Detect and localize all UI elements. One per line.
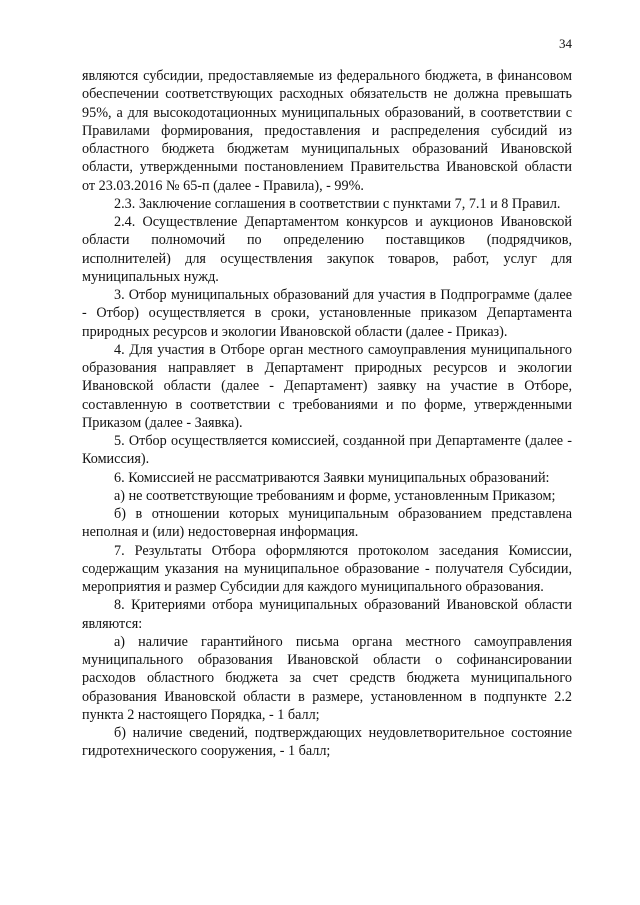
paragraph-6: 6. Комиссией не рассматриваются Заявки муниципальных образований: xyxy=(114,469,550,486)
paragraph-6-a: а) не соответствующие требованиям и форме, установленным Приказом; xyxy=(114,487,556,504)
paragraph-4: 4. Для участия в Отборе орган местного самоуправления муниципального образования направляет в Департамент природных ресурсов и экологии Ивановской области (далее - Департамент) заявку на участие в Отборе, составленную в соответствии с требованиями и по форме, утвержденными Приказом (далее - Заявка). xyxy=(82,341,572,431)
paragraph-5: 5. Отбор осуществляется комиссией, созданной при Департаменте (далее - Комиссия). xyxy=(82,433,572,468)
page-number: 34 xyxy=(559,36,572,51)
paragraph-8-a: а) наличие гарантийного письма органа местного самоуправления муниципального образования Ивановской области о софинансировании расходов областного бюджета за счет средств бюджета муниципального образования Ивановской области в размере, установленном в подпункте 2.2 пункта 2 настоящего Порядка, - 1 балл; xyxy=(82,633,572,723)
paragraph-6-b: б) в отношении которых муниципальным образованием представлена неполная и (или) недостоверная информация. xyxy=(82,506,572,541)
paragraph-continuation: являются субсидии, предоставляемые из федерального бюджета, в финансовом обеспечении соответствующих расходных обязательств не должна превышать 95%, а для высокодотационных муниципальных образований, в соответствии с Правилами формирования, предоставления и распределения субсидий из областного бюджета бюджетам муниципальных образований Ивановской области, утвержденными постановлением Правительства Ивановской области от 23.03.2016 № 65-п (далее - Правила), - 99%. xyxy=(82,68,572,194)
document-body xyxy=(82,67,572,761)
paragraph-3: 3. Отбор муниципальных образований для участия в Подпрограмме (далее - Отбор) осуществляется в сроки, установленные приказом Департамента природных ресурсов и экологии Ивановской области (далее - Приказ). xyxy=(82,287,572,340)
paragraph-7: 7. Результаты Отбора оформляются протоколом заседания Комиссии, содержащим указания на муниципальное образование - получателя Субсидии, мероприятия и размер Субсидии для каждого муниципального образования. xyxy=(82,542,572,595)
paragraph-2-3: 2.3. Заключение соглашения в соответствии с пунктами 7, 7.1 и 8 Правил. xyxy=(114,195,561,212)
paragraph-2-4: 2.4. Осуществление Департаментом конкурсов и аукционов Ивановской области полномочий по определению поставщиков (подрядчиков, исполнителей) для осуществления закупок товаров, работ, услуг для муниципальных нужд. xyxy=(82,214,572,285)
paragraph-8: 8. Критериями отбора муниципальных образований Ивановской области являются: xyxy=(82,597,572,632)
paragraph-8-b: б) наличие сведений, подтверждающих неудовлетворительное состояние гидротехнического сооружения, - 1 балл; xyxy=(82,725,572,760)
